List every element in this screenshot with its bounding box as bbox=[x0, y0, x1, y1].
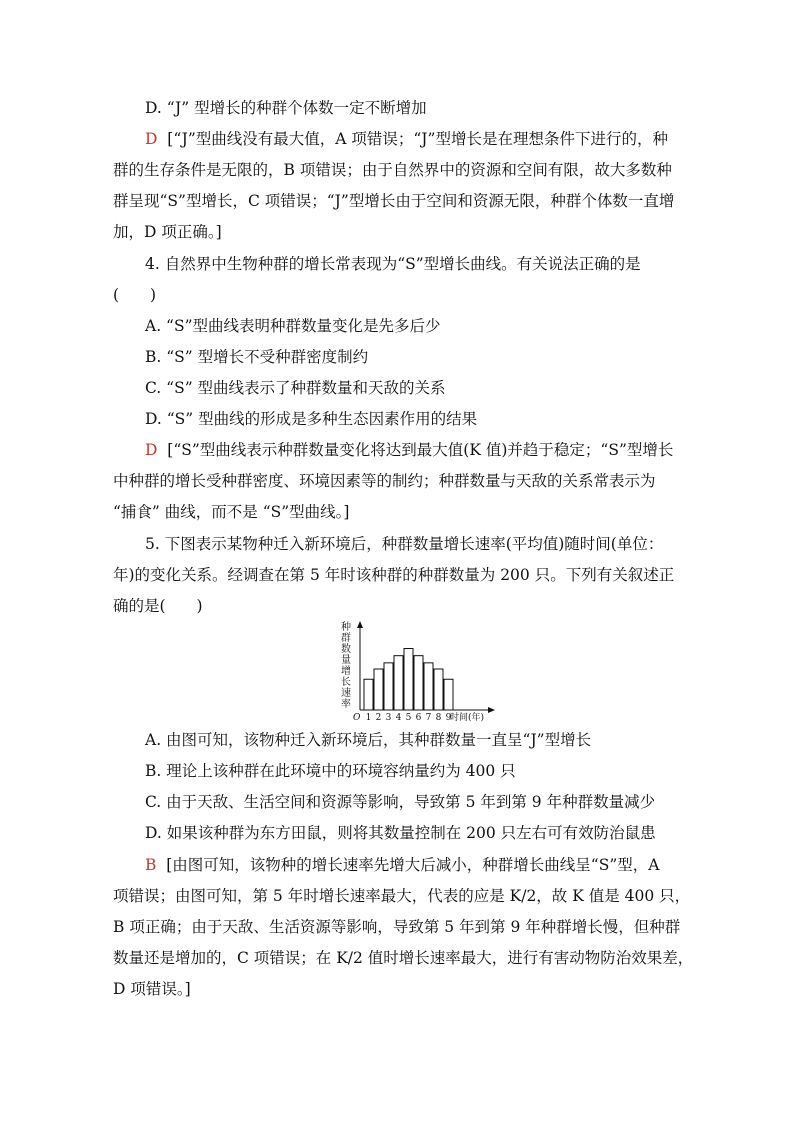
y-axis-label-char: 长 bbox=[341, 677, 351, 688]
q4-explanation-line: [“S”型曲线表示种群数量变化将达到最大值(K 值)并趋于稳定；“S”型增长 bbox=[167, 441, 674, 459]
q5-stem: 年)的变化关系。经调查在第 5 年时该种群的种群数量为 200 只。下列有关叙述正 bbox=[113, 566, 675, 584]
q3-option-d: D. “J” 型增长的种群个体数一定不断增加 bbox=[145, 99, 427, 117]
q5-explanation-line: D 项错误。] bbox=[113, 980, 191, 998]
q4-stem: 4. 自然界中生物种群的增长常表现为“S”型增长曲线。有关说法正确的是 bbox=[145, 255, 641, 273]
q3-explanation-line: 群的生存条件是无限的，B 项错误；由于自然界中的资源和空间有限，故大多数种 bbox=[113, 161, 672, 179]
bar-year-4 bbox=[394, 656, 403, 710]
x-tick-label: 9 bbox=[445, 713, 452, 723]
q5-explanation-line: 数量还是增加的，C 项错误；在 K/2 值时增长速率最大，进行有害动物防治效果差， bbox=[113, 949, 694, 967]
q4-answer-line bbox=[145, 440, 673, 460]
y-axis-label-char: 群 bbox=[341, 633, 351, 644]
q4-option-d: D. “S” 型曲线的形成是多种生态因素作用的结果 bbox=[145, 410, 478, 428]
y-axis-label bbox=[341, 620, 351, 710]
q3-explanation-line: [“J”型曲线没有最大值，A 项错误；“J”型增长是在理想条件下进行的，种 bbox=[167, 130, 668, 148]
bar-year-9 bbox=[444, 679, 453, 710]
growth-rate-chart bbox=[330, 618, 500, 723]
bar-year-6 bbox=[414, 656, 423, 710]
x-tick-label: 8 bbox=[435, 713, 442, 723]
q3-explanation-line: 群呈现“S”型增长，C 项错误；“J”型增长由于空间和资源无限，种群个体数一直增 bbox=[113, 192, 675, 210]
q5-explanation-line: 项错误；由图可知，第 5 年时增长速率最大，代表的应是 K/2，故 K 值是 400 只， bbox=[113, 887, 691, 905]
y-axis-label-char: 率 bbox=[341, 699, 351, 710]
y-axis-label-char: 增 bbox=[341, 666, 351, 677]
x-tick-label: 6 bbox=[415, 713, 422, 723]
q3-answer-line bbox=[145, 129, 668, 149]
x-tick-label: 7 bbox=[425, 713, 432, 723]
bar-year-3 bbox=[384, 663, 393, 710]
q5-answer-letter: B bbox=[145, 856, 157, 874]
bar-year-2 bbox=[374, 669, 383, 710]
q5-answer-line bbox=[145, 855, 659, 875]
y-axis-label-char: 种 bbox=[341, 622, 351, 633]
q5-explanation-line: [由图可知，该物种的增长速率先增大后减小，种群增长曲线呈“S”型，A bbox=[166, 856, 660, 874]
q5-explanation-line: B 项正确；由于天敌、生活资源等影响，导致第 5 年到第 9 年种群增长慢，但种群 bbox=[113, 918, 681, 936]
bar-year-1 bbox=[364, 679, 373, 710]
y-axis-label-char: 速 bbox=[341, 688, 351, 699]
y-axis-label-char: 量 bbox=[341, 655, 351, 666]
q4-stem-bracket: ( ) bbox=[113, 286, 157, 304]
q5-stem: 5. 下图表示某物种迁入新环境后，种群数量增长速率(平均值)随时间(单位： bbox=[145, 535, 664, 553]
q4-answer-letter: D bbox=[145, 441, 158, 459]
q4-option-c: C. “S” 型曲线表示了种群数量和天敌的关系 bbox=[145, 379, 446, 397]
bar-year-5 bbox=[404, 649, 413, 711]
q5-option-b: B. 理论上该种群在此环境中的环境容纳量约为 400 只 bbox=[145, 762, 516, 780]
x-tick-label: 5 bbox=[405, 713, 412, 723]
bar-group bbox=[364, 649, 453, 711]
q5-stem: 确的是( ) bbox=[113, 597, 203, 615]
bar-year-8 bbox=[434, 669, 443, 710]
x-tick-label: 4 bbox=[395, 713, 402, 723]
q5-option-d: D. 如果该种群为东方田鼠，则将其数量控制在 200 只左右可有效防治鼠患 bbox=[145, 824, 656, 842]
x-axis-arrow bbox=[488, 707, 495, 713]
y-axis-arrow bbox=[357, 621, 363, 628]
q3-answer-letter: D bbox=[145, 130, 158, 148]
tick-label-group bbox=[366, 713, 452, 723]
x-axis-label: 时间(年) bbox=[450, 713, 485, 723]
q4-explanation-line: 中种群的增长受种群密度、环境因素等的制约；种群数量与天敌的关系常表示为 bbox=[113, 472, 656, 490]
q5-option-a: A. 由图可知，该物种迁入新环境后，其种群数量一直呈“J”型增长 bbox=[145, 731, 592, 749]
q4-option-a: A. “S”型曲线表明种群数量变化是先多后少 bbox=[145, 317, 441, 335]
q4-option-b: B. “S” 型增长不受种群密度制约 bbox=[145, 348, 369, 366]
q5-option-c: C. 由于天敌、生活空间和资源等影响，导致第 5 年到第 9 年种群数量减少 bbox=[145, 793, 656, 811]
q3-explanation-line: 加，D 项正确。] bbox=[113, 223, 222, 241]
origin-label: O bbox=[353, 713, 361, 723]
bar-year-7 bbox=[424, 663, 433, 710]
y-axis-label-char: 数 bbox=[341, 644, 351, 655]
x-tick-label: 1 bbox=[365, 713, 372, 723]
x-tick-label: 2 bbox=[375, 713, 382, 723]
q4-explanation-line: “捕食” 曲线，而不是 “S”型曲线。] bbox=[113, 503, 350, 521]
x-tick-label: 3 bbox=[385, 713, 392, 723]
